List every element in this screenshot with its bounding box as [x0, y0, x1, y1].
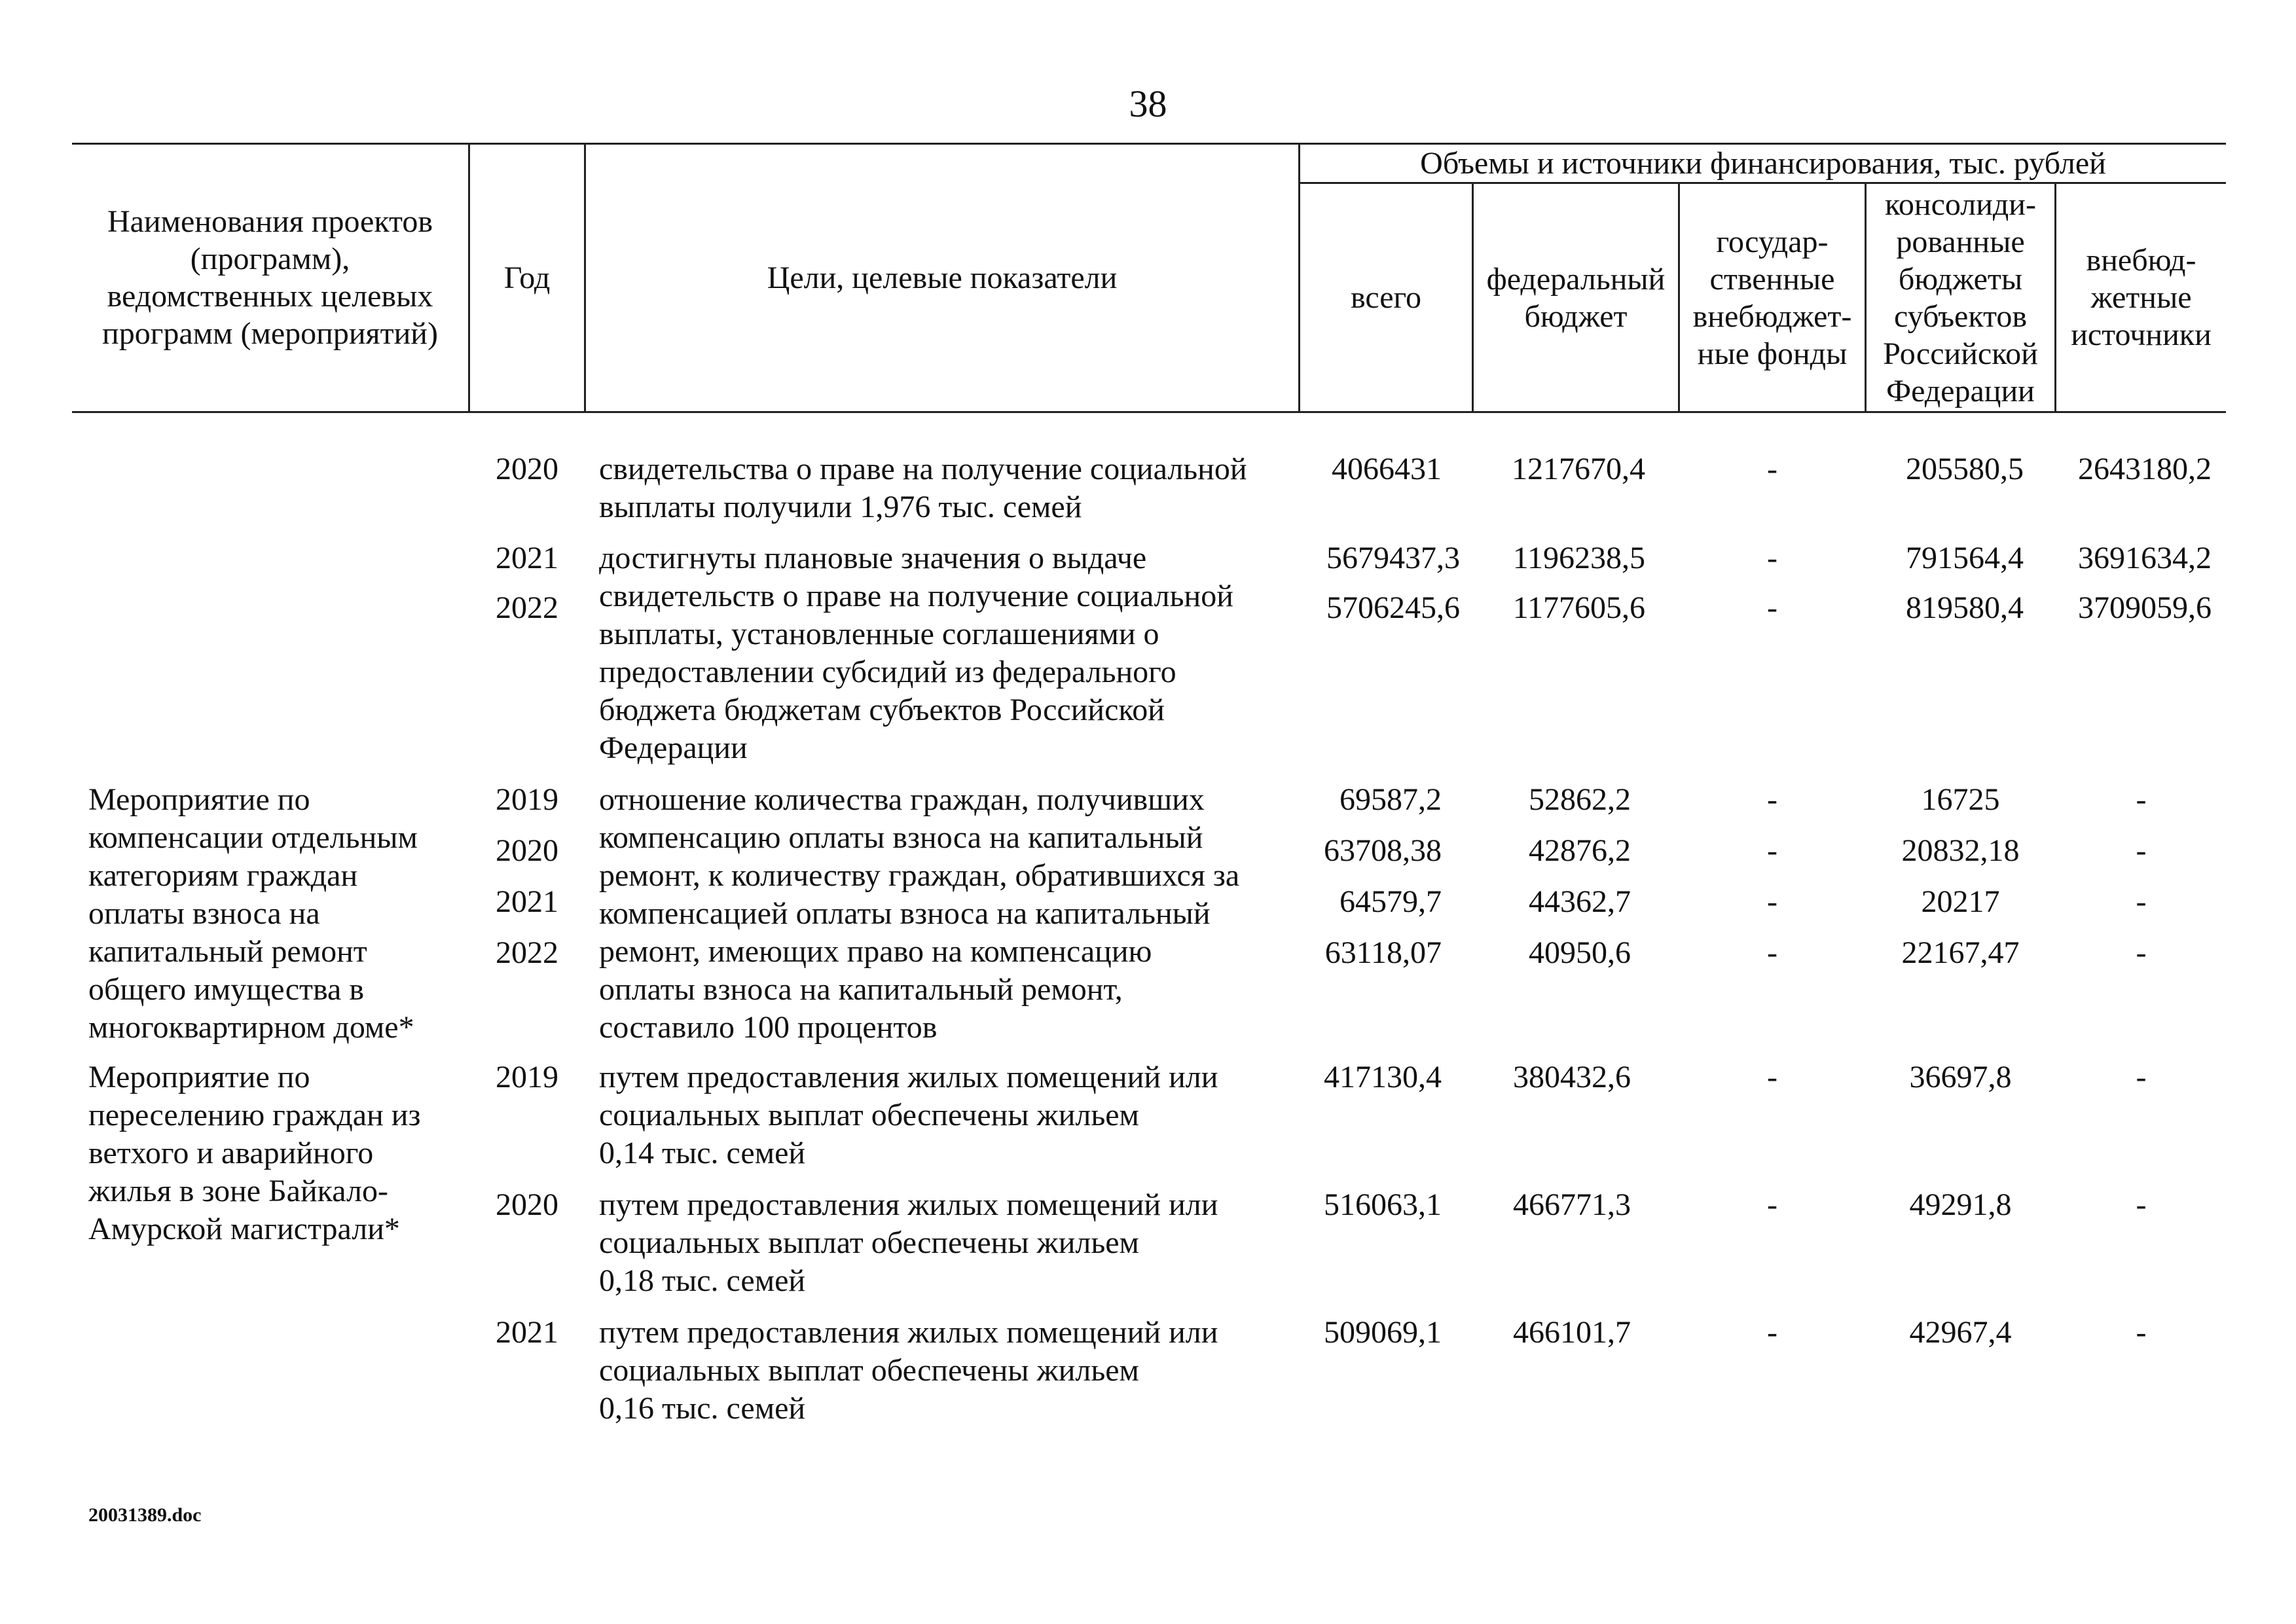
goal-text: путем предоставления жилых помещений или социальных выплат обеспечены жильем 0,18 тыс. семей [599, 1187, 1218, 1298]
total-cell: 63118,07 [1324, 935, 1442, 970]
year-cell: 2022 [496, 590, 558, 625]
regional-cell: 20832,18 [1901, 833, 2020, 868]
offbudget-cell: - [2136, 884, 2147, 919]
header-col-offbudget: внебюд- жетные источники [2071, 243, 2212, 352]
header-col-regional: консолиди- рованные бюджеты субъектов Российской Федерации [1883, 187, 2038, 408]
federal-cell: 52862,2 [1529, 782, 1631, 817]
total-cell: 69587,2 [1339, 782, 1442, 817]
state-funds-cell: - [1767, 884, 1777, 919]
header-col-year: Год [503, 260, 551, 295]
state-funds-cell: - [1767, 1187, 1777, 1222]
state-funds-cell: - [1767, 1315, 1777, 1350]
total-cell: 417130,4 [1324, 1060, 1442, 1094]
header-col-federal: федеральный бюджет [1486, 261, 1666, 334]
project-name: Мероприятие по переселению граждан из ветхого и аварийного жилья в зоне Байкало- Амурской магистрали* [88, 1060, 421, 1246]
total-cell: 516063,1 [1324, 1187, 1442, 1222]
federal-cell: 40950,6 [1529, 935, 1631, 970]
total-cell: 4066431 [1332, 452, 1442, 486]
year-cell: 2022 [496, 935, 558, 970]
state-funds-cell: - [1767, 935, 1777, 970]
regional-cell: 36697,8 [1909, 1060, 2012, 1094]
regional-cell: 49291,8 [1909, 1187, 2012, 1222]
header-col-name: Наименования проектов (программ), ведомственных целевых программ (мероприятий) [102, 204, 438, 351]
federal-cell: 1177605,6 [1512, 590, 1645, 625]
goal-text: достигнуты плановые значения о выдаче свидетельств о праве на получение социальной выплаты, установленные соглашениями о предоставлении субсидий из федерального бюджета бюджетам субъектов Российской Федерации [599, 541, 1233, 765]
offbudget-cell: - [2136, 1060, 2147, 1094]
offbudget-cell: - [2136, 833, 2147, 868]
project-name: Мероприятие по компенсации отдельным категориям граждан оплаты взноса на капитальный ремонт общего имущества в многоквартирном доме* [88, 782, 418, 1045]
offbudget-cell: 3691634,2 [2078, 541, 2212, 575]
state-funds-cell: - [1767, 541, 1777, 575]
federal-cell: 380432,6 [1513, 1060, 1631, 1094]
year-cell: 2019 [496, 782, 558, 817]
total-cell: 5679437,3 [1326, 541, 1460, 575]
state-funds-cell: - [1767, 833, 1777, 868]
year-cell: 2019 [496, 1060, 558, 1094]
regional-cell: 16725 [1921, 782, 2000, 817]
year-cell: 2021 [496, 1315, 558, 1350]
regional-cell: 791564,4 [1906, 541, 2024, 575]
year-cell: 2020 [496, 833, 558, 868]
federal-cell: 466101,7 [1513, 1315, 1631, 1350]
offbudget-cell: - [2136, 1315, 2147, 1350]
federal-cell: 1196238,5 [1512, 541, 1645, 575]
total-cell: 64579,7 [1339, 884, 1442, 919]
goal-text: свидетельства о праве на получение социальной выплаты получили 1,976 тыс. семей [599, 452, 1247, 524]
federal-cell: 42876,2 [1529, 833, 1631, 868]
header-col-goals: Цели, целевые показатели [767, 260, 1118, 295]
goal-text: путем предоставления жилых помещений или социальных выплат обеспечены жильем 0,14 тыс. семей [599, 1060, 1218, 1170]
federal-cell: 466771,3 [1513, 1187, 1631, 1222]
offbudget-cell: 2643180,2 [2078, 452, 2212, 486]
federal-cell: 44362,7 [1529, 884, 1631, 919]
year-cell: 2021 [496, 541, 558, 575]
offbudget-cell: - [2136, 1187, 2147, 1222]
state-funds-cell: - [1767, 782, 1777, 817]
header-col-total: всего [1350, 280, 1422, 315]
total-cell: 63708,38 [1324, 833, 1442, 868]
goal-text: отношение количества граждан, получивших компенсацию оплаты взноса на капитальный ремонт, к количеству граждан, обратившихся за компенсацией оплаты взноса на капитальный ремонт, имеющих право на компенсацию оплаты взноса на капитальный ремонт, составило 100 процентов [599, 782, 1240, 1045]
total-cell: 5706245,6 [1326, 590, 1460, 625]
goal-text: путем предоставления жилых помещений или социальных выплат обеспечены жильем 0,16 тыс. семей [599, 1315, 1218, 1426]
year-cell: 2020 [496, 452, 558, 486]
offbudget-cell: - [2136, 782, 2147, 817]
document-footer: 20031389.doc [88, 1504, 202, 1526]
offbudget-cell: 3709059,6 [2078, 590, 2212, 625]
regional-cell: 20217 [1921, 884, 2000, 919]
page-number: 38 [1129, 82, 1167, 125]
header-financing-group: Объемы и источники финансирования, тыс. рублей [1420, 145, 2106, 181]
header-col-state-funds: государ- ственные внебюджет- ные фонды [1692, 224, 1852, 371]
year-cell: 2021 [496, 884, 558, 919]
state-funds-cell: - [1767, 1060, 1777, 1094]
regional-cell: 819580,4 [1906, 590, 2024, 625]
total-cell: 509069,1 [1324, 1315, 1442, 1350]
year-cell: 2020 [496, 1187, 558, 1222]
header-bottom-rule [72, 411, 2226, 413]
state-funds-cell: - [1767, 590, 1777, 625]
regional-cell: 42967,4 [1909, 1315, 2012, 1350]
regional-cell: 205580,5 [1906, 452, 2024, 486]
federal-cell: 1217670,4 [1512, 452, 1645, 486]
state-funds-cell: - [1767, 452, 1777, 486]
regional-cell: 22167,47 [1901, 935, 2020, 970]
offbudget-cell: - [2136, 935, 2147, 970]
